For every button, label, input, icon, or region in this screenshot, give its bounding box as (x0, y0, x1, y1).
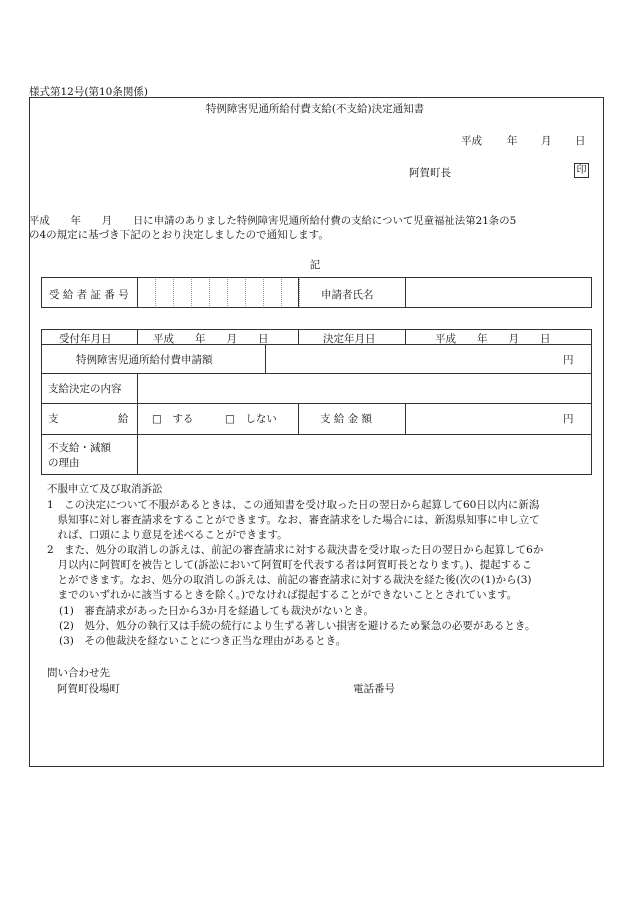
amount-requested-field[interactable] (266, 345, 561, 372)
decision-content-label: 支給決定の内容 (48, 383, 122, 395)
yen-unit: 円 (563, 354, 574, 366)
appeal-p1-line3: れば、口頭により意見を述べることができます。 (47, 529, 288, 541)
seal-mark: 印 (574, 163, 589, 178)
intro-line-2: の4の規定に基づき下記のとおり決定しましたので通知します。 (29, 229, 329, 241)
date-year: 年 (507, 135, 518, 147)
issuer: 阿賀町長 (409, 167, 451, 179)
payment-yes-checkbox[interactable]: □ する (152, 413, 194, 425)
document-title: 特例障害児通所給付費支給(不支給)決定通知書 (205, 103, 425, 115)
decision-content-field[interactable] (138, 374, 591, 402)
appeal-p2-line2: 月以内に阿賀町を被告として(訴訟において阿賀町を代表する者は阿賀町長となります。)、提起するこ (47, 559, 533, 571)
date-era: 平成 (461, 135, 482, 147)
appeal-item-1: (1) 審査請求があった日から3か月を経過しても裁決がないとき。 (59, 605, 375, 617)
contact-phone-label: 電話番号 (353, 683, 395, 695)
appeal-item-2: (2) 処分、処分の執行又は手続の続行により生ずる著しい損害を避けるため緊急の必要があるとき。 (59, 620, 536, 632)
intro-line-1: 平成 年 月 日に申請のありました特例障害児通所給付費の支給について児童福祉法第21条の5 (29, 215, 517, 227)
appeal-p2-line4: までのいずれかに該当するときを除く。)でなければ提起することができないこととされています。 (47, 589, 518, 601)
contact-heading: 問い合わせ先 (47, 667, 110, 679)
received-date-label: 受付年月日 (59, 333, 112, 345)
reason-field[interactable] (138, 435, 591, 474)
form-number: 様式第12号(第10条関係) (29, 86, 148, 98)
amount-requested-label: 特例障害児通所給付費申請額 (76, 354, 213, 366)
applicant-name-label: 申請者氏名 (321, 289, 374, 301)
decision-date-label: 決定年月日 (323, 333, 376, 345)
received-date-value: 平成 年 月 日 (153, 333, 269, 345)
pay-amount-field[interactable] (406, 404, 561, 433)
certificate-table (41, 277, 592, 308)
reason-label-2: の理由 (48, 457, 80, 469)
reason-label-1: 不支給・減額 (48, 442, 111, 454)
payment-label-2: 給 (118, 413, 129, 425)
yen-unit-2: 円 (563, 413, 574, 425)
appeal-heading: 不服申立て及び取消訴訟 (47, 483, 163, 495)
cert-number-label: 受 給 者 証 番 号 (49, 289, 129, 301)
cert-number-field[interactable] (138, 279, 297, 307)
ki-heading: 記 (309, 259, 321, 271)
decision-table (41, 329, 592, 475)
pay-amount-label: 支 給 金 額 (320, 413, 373, 425)
appeal-p1-line2: 県知事に対し審査請求をすることができます。なお、審査請求をした場合には、新潟県知事に申し立て (47, 514, 540, 526)
date-month: 月 (541, 135, 552, 147)
appeal-p1-line1: 1 この決定について不服があるときは、この通知書を受け取った日の翌日から起算して60日以内に新潟 (47, 499, 540, 511)
appeal-p2-line3: とができます。なお、処分の取消しの訴えは、前記の審査請求に対する裁決を経た後(次の(1)から(3) (47, 574, 532, 586)
applicant-name-field[interactable] (406, 279, 591, 307)
decision-date-value: 平成 年 月 日 (435, 333, 551, 345)
date-day: 日 (575, 135, 586, 147)
appeal-p2-line1: 2 また、処分の取消しの訴えは、前記の審査請求に対する裁決書を受け取った日の翌日から起算して6か (47, 544, 544, 556)
contact-office: 阿賀町役場町 (57, 683, 120, 695)
payment-label-1: 支 (48, 413, 59, 425)
appeal-item-3: (3) その他裁決を経ないことにつき正当な理由があるとき。 (59, 635, 347, 647)
payment-no-checkbox[interactable]: □ しない (225, 413, 277, 425)
